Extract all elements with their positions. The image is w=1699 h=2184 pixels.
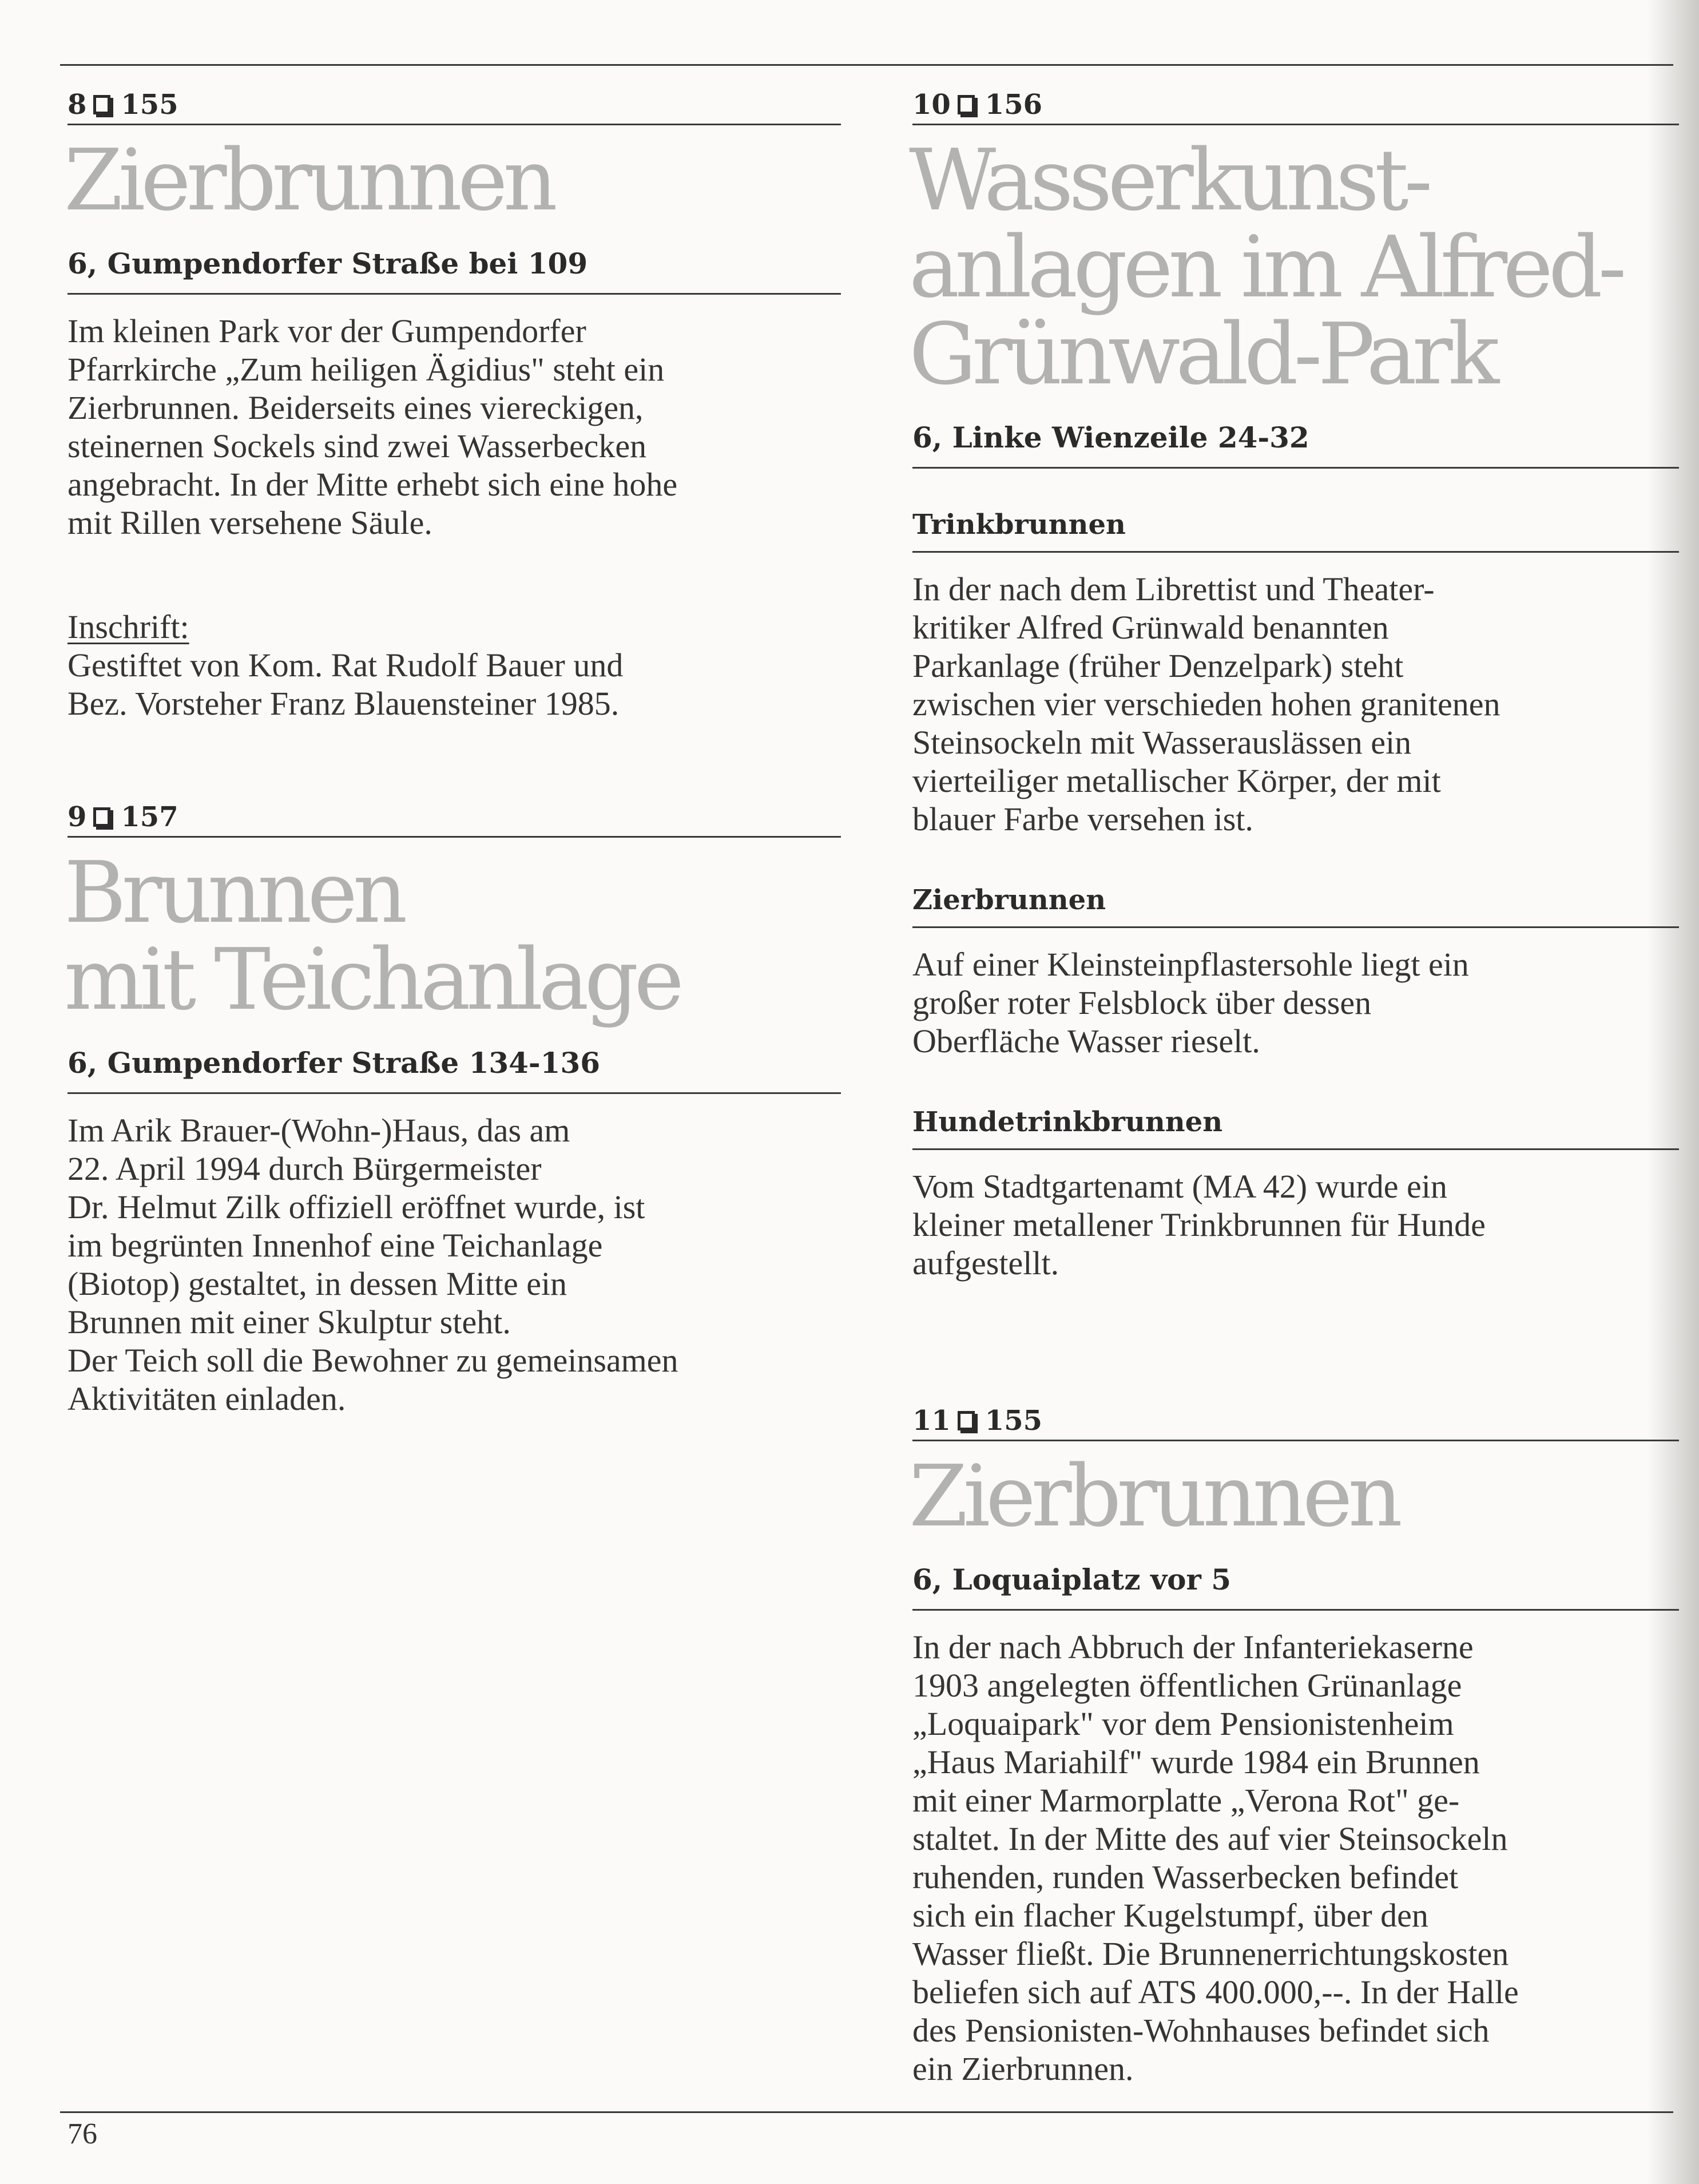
checkbox-icon	[958, 1411, 975, 1430]
entry-reference: 155	[121, 89, 178, 121]
entry-address: 6, Gumpendorfer Straße 134-136	[68, 1046, 841, 1094]
section-text: Auf einer Kleinsteinpflastersohle liegt ein großer roter Felsblock über dessen Oberfläche Wasser rieselt.	[912, 946, 1469, 1060]
section-text: Vom Stadtgartenamt (MA 42) wurde ein kleiner metallener Trinkbrunnen für Hunde aufgestellt.	[912, 1168, 1486, 1282]
entry-number	[912, 1402, 1679, 1441]
checkbox-icon	[93, 807, 110, 827]
section-text: In der nach dem Librettist und Theater- kritiker Alfred Grünwald benannten Parkanlage (früher Denzelpark) steht zwischen vier verschieden hohen granitenen Steinsockeln mit Wasserauslässen ein vierteiliger metallischer Körper, der mit blauer Farbe versehen ist.	[912, 570, 1500, 838]
entry-reference: 157	[121, 801, 178, 833]
entry-title: Zierbrunnen	[64, 131, 553, 229]
entry-11	[909, 1402, 1679, 2088]
entry-10	[909, 86, 1679, 1282]
inscription-block	[68, 569, 841, 646]
entry-title: Brunnen mit Teichanlage	[64, 843, 680, 1029]
bottom-rule	[60, 2111, 1673, 2113]
section-trinkbrunnen	[912, 509, 1679, 838]
entry-number	[68, 86, 841, 125]
section-heading: Trinkbrunnen	[912, 509, 1679, 553]
top-rule	[60, 64, 1673, 66]
entry-address: 6, Gumpendorfer Straße bei 109	[68, 247, 841, 295]
checkbox-icon	[93, 95, 110, 114]
entry-reference: 156	[985, 89, 1042, 121]
entry-title: Wasserkunst- anlagen im Alfred- Grünwald-Park	[909, 131, 1622, 403]
entry-number	[912, 86, 1679, 125]
section-heading: Hundetrinkbrunnen	[912, 1106, 1679, 1150]
entry-description: Im kleinen Park vor der Gumpendorfer Pfarrkirche „Zum heiligen Ägidius" steht ein Zierbrunnen. Beiderseits eines viereckigen, steinernen Sockels sind zwei Wasserbecken angebracht. In der Mitte erhebt sich eine hohe mit Rillen versehene Säule.	[68, 312, 678, 541]
entry-title: Zierbrunnen	[909, 1447, 1398, 1545]
entry-number-value: 11	[912, 1405, 951, 1437]
entry-number	[68, 798, 841, 838]
section-zierbrunnen	[912, 884, 1679, 1060]
entry-number-value: 8	[68, 89, 87, 121]
entry-8	[64, 86, 841, 723]
section-heading: Zierbrunnen	[912, 884, 1679, 928]
entry-description: Im Arik Brauer-(Wohn-)Haus, das am 22. April 1994 durch Bürgermeister Dr. Helmut Zilk offiziell eröffnet wurde, ist im begrünten Innenhof eine Teichanlage (Biotop) gestaltet, in dessen Mitte ein Brunnen mit einer Skulptur steht. Der Teich soll die Bewohner zu gemeinsamen Aktivitäten einladen.	[68, 1112, 678, 1417]
entry-address: 6, Loquaiplatz vor 5	[912, 1563, 1679, 1611]
section-hundetrinkbrunnen	[912, 1106, 1679, 1282]
inscription-label: Inschrift:	[68, 608, 189, 645]
entry-reference: 155	[985, 1405, 1042, 1437]
entry-description: In der nach Abbruch der Infanteriekaserne 1903 angelegten öffentlichen Grünanlage „Loquaipark" vor dem Pensionistenheim „Haus Mariahilf" wurde 1984 ein Brunnen mit einer Marmorplatte „Verona Rot" ge- staltet. In der Mitte des auf vier Steinsockeln ruhenden, runden Wasserbecken befindet sich ein flacher Kugelstumpf, über den Wasser fließt. Die Brunnenerrichtungskosten beliefen sich auf ATS 400.000,--. In der Halle des Pensionisten-Wohnhauses befindet sich ein Zierbrunnen.	[912, 1628, 1519, 2087]
entry-9	[64, 798, 841, 1418]
entry-number-value: 10	[912, 89, 951, 121]
entry-address: 6, Linke Wienzeile 24-32	[912, 421, 1679, 469]
page-number: 76	[68, 2118, 97, 2150]
checkbox-icon	[958, 95, 975, 114]
entry-number-value: 9	[68, 801, 87, 833]
inscription-text: Gestiftet von Kom. Rat Rudolf Bauer und Bez. Vorsteher Franz Blauensteiner 1985.	[68, 647, 624, 722]
